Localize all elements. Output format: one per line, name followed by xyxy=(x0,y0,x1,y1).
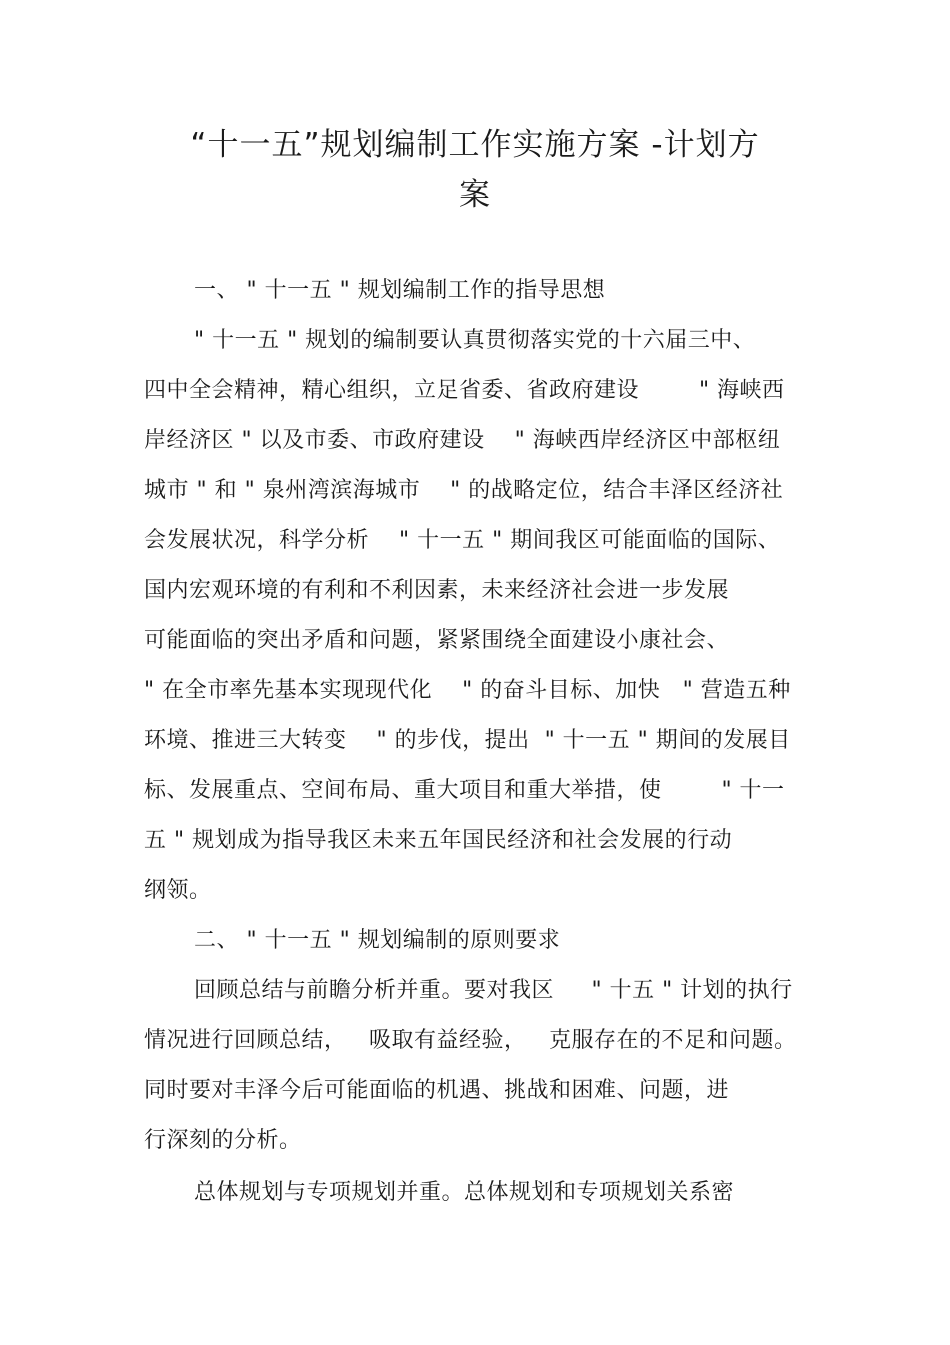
paragraph-line: 标、发展重点、空间布局、重大项目和重大举措，使 " 十一 xyxy=(144,778,785,803)
document-title-line-1: “十一五”规划编制工作实施方案 -计划方 xyxy=(190,127,760,163)
paragraph-line: " 在全市率先基本实现现代化 " 的奋斗目标、加快 " 营造五种 xyxy=(144,678,791,703)
paragraph-line: 城市 " 和 " 泉州湾滨海城市 " 的战略定位，结合丰泽区经济社 xyxy=(144,478,784,503)
paragraph-line: 会发展状况，科学分析 " 十一五 " 期间我区可能面临的国际、 xyxy=(144,528,781,553)
paragraph-line: 纲领。 xyxy=(144,878,212,903)
paragraph-line: " 十一五 " 规划的编制要认真贯彻落实党的十六届三中、 xyxy=(194,328,756,353)
paragraph-line: 同时要对丰泽今后可能面临的机遇、挑战和困难、问题，进 xyxy=(144,1078,730,1103)
paragraph-line: 岸经济区 " 以及市委、市政府建设 " 海峡西岸经济区中部枢纽 xyxy=(144,428,781,453)
section-heading-2: 二、 " 十一五 " 规划编制的原则要求 xyxy=(194,928,561,953)
paragraph-line: 行深刻的分析。 xyxy=(144,1128,302,1153)
section-heading-1: 一、 " 十一五 " 规划编制工作的指导思想 xyxy=(194,278,606,303)
paragraph-line: 可能面临的突出矛盾和问题，紧紧围绕全面建设小康社会、 xyxy=(144,628,730,653)
paragraph-line: 环境、推进三大转变 " 的步伐，提出 " 十一五 " 期间的发展目 xyxy=(144,728,791,753)
paragraph-line: 回顾总结与前瞻分析并重。要对我区 " 十五 " 计划的执行 xyxy=(194,978,793,1003)
paragraph-line: 总体规划与专项规划并重。总体规划和专项规划关系密 xyxy=(194,1180,735,1205)
paragraph-line: 五 " 规划成为指导我区未来五年国民经济和社会发展的行动 xyxy=(144,828,733,853)
paragraph-line: 四中全会精神，精心组织，立足省委、省政府建设 " 海峡西 xyxy=(144,378,785,403)
paragraph-line: 国内宏观环境的有利和不利因素，未来经济社会进一步发展 xyxy=(144,578,730,603)
paragraph-line: 情况进行回顾总结， 吸取有益经验， 克服存在的不足和问题。 xyxy=(144,1028,797,1053)
document-title-line-2: 案 xyxy=(459,177,491,213)
